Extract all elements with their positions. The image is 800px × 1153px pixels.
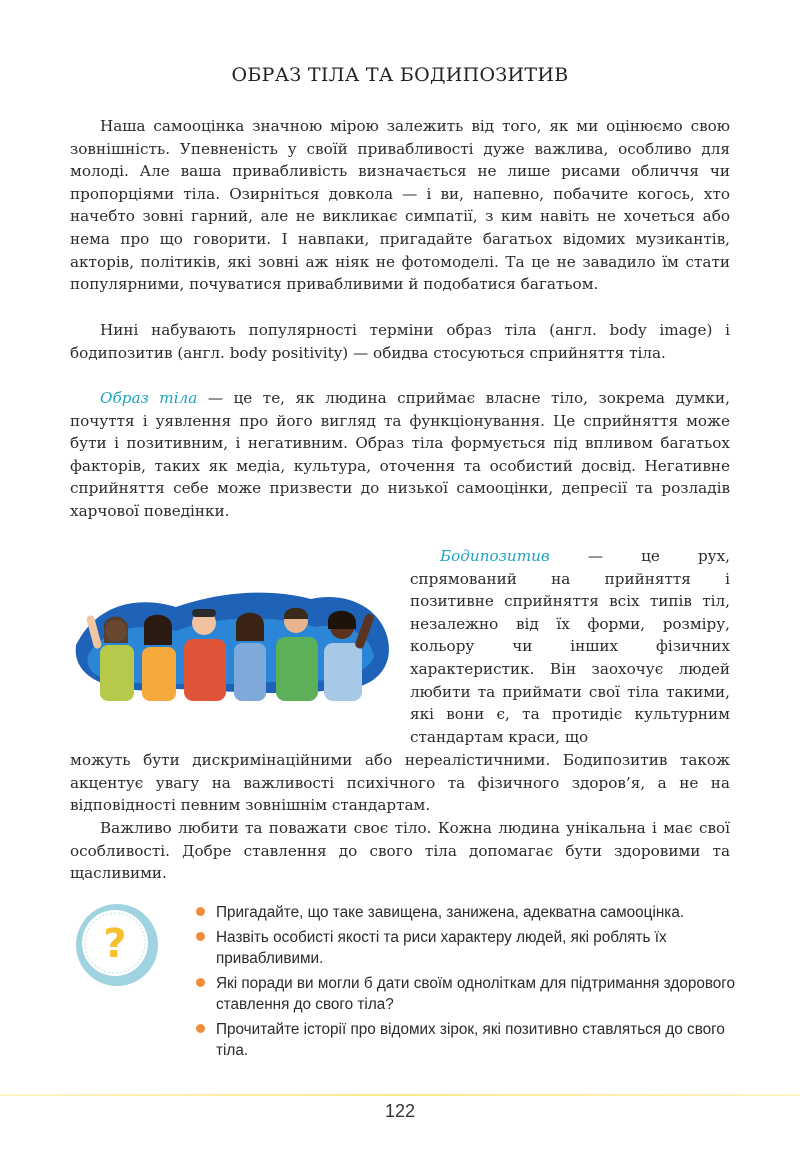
question-mark: ? [103,921,127,967]
footer-divider [0,1094,800,1096]
question-text: Які поради ви могли б дати своїм одноліткам для підтримання здорового ставлення до свого тіла? [216,975,736,1013]
question-item [196,927,736,969]
page-number: 122 [384,1101,416,1121]
term-body-image: Образ тіла [100,389,198,407]
group-of-people-illustration [66,585,396,701]
body-image-definition: — це те, як людина сприймає власне тіло, зокрема думки, почуття і уявлення про його вигляд та функціонування. Це сприйняття може бути і позитивним, і негативним. Образ тіла формується під впливом багатьох факторів, таких як медіа, культура, оточення та особистий досвід. Негативне сприйняття себе може призвести до низької самооцінки, депресії та розладів харчової поведінки. [70,389,731,520]
question-item [196,973,736,1015]
paragraph-intro: Наша самооцінка значною мірою залежить від того, як ми оцінюємо свою зовнішність. Упевненість у своїй привабливості дуже важлива, особливо для молоді. Але ваша привабливість визначається не лише рисами обличчя чи пропорціями тіла. Озирніться довкола — і ви, напевно, побачите когось, хто начебто зовні гарний, але не викликає симпатії, з ким навіть не хочеться або нема про що говорити. І навпаки, пригадайте багатьох відомих музикантів, акторів, політиків, які зовні аж ніяк не фотомоделі. Та це не завадило їм стати популярними, почуватися привабливими й подобатися багатьом. [70,117,730,294]
paragraph-body-image [70,387,730,523]
paragraph-terms: Нині набувають популярності терміни образ тіла (англ. body image) і бодипозитив (англ. body positivity) — обидва стосуються сприйняття тіла. [70,321,730,362]
bullet-icon [196,932,205,941]
bullet-icon [196,1024,205,1033]
paragraph-conclusion: Важливо любити та поважати своє тіло. Кожна людина унікальна і має свої особливості. Добре ставлення до свого тіла допомагає бути здоровими та щасливими. [70,819,730,883]
bullet-icon [196,907,205,916]
question-item [196,1019,736,1061]
term-body-positivity: Бодипозитив [440,547,550,565]
question-text: Пригадайте, що таке завищена, занижена, адекватна самооцінка. [216,904,685,921]
question-text: Прочитайте історії про відомих зірок, які позитивно ставляться до свого тіла. [216,1021,725,1059]
page-title: ОБРАЗ ТІЛА ТА БОДИПОЗИТИВ [231,64,569,86]
question-item [196,902,736,923]
question-icon [74,902,160,988]
questions-list [196,902,736,1065]
bullet-icon [196,978,205,987]
question-text: Назвіть особисті якості та риси характеру людей, які роблять їх привабливими. [216,929,667,967]
paragraph-body-positivity-continued: можуть бути дискримінаційними або нереалістичними. Бодипозитив також акцентує увагу на важливості психічного та фізичного здоров’я, а не на відповідності певним зовнішнім стандартам. [70,751,730,815]
body-positivity-definition: — це рух, спрямований на прийняття і позитивне сприйняття всіх типів тіл, незалежно від їх форми, розміру, кольору чи інших фізичних характеристик. Він заохочує людей любити та приймати свої тіла такими, які вони є, та протидіє культурним стандартам краси, що [410,547,730,746]
paragraph-body-positivity [410,545,730,748]
